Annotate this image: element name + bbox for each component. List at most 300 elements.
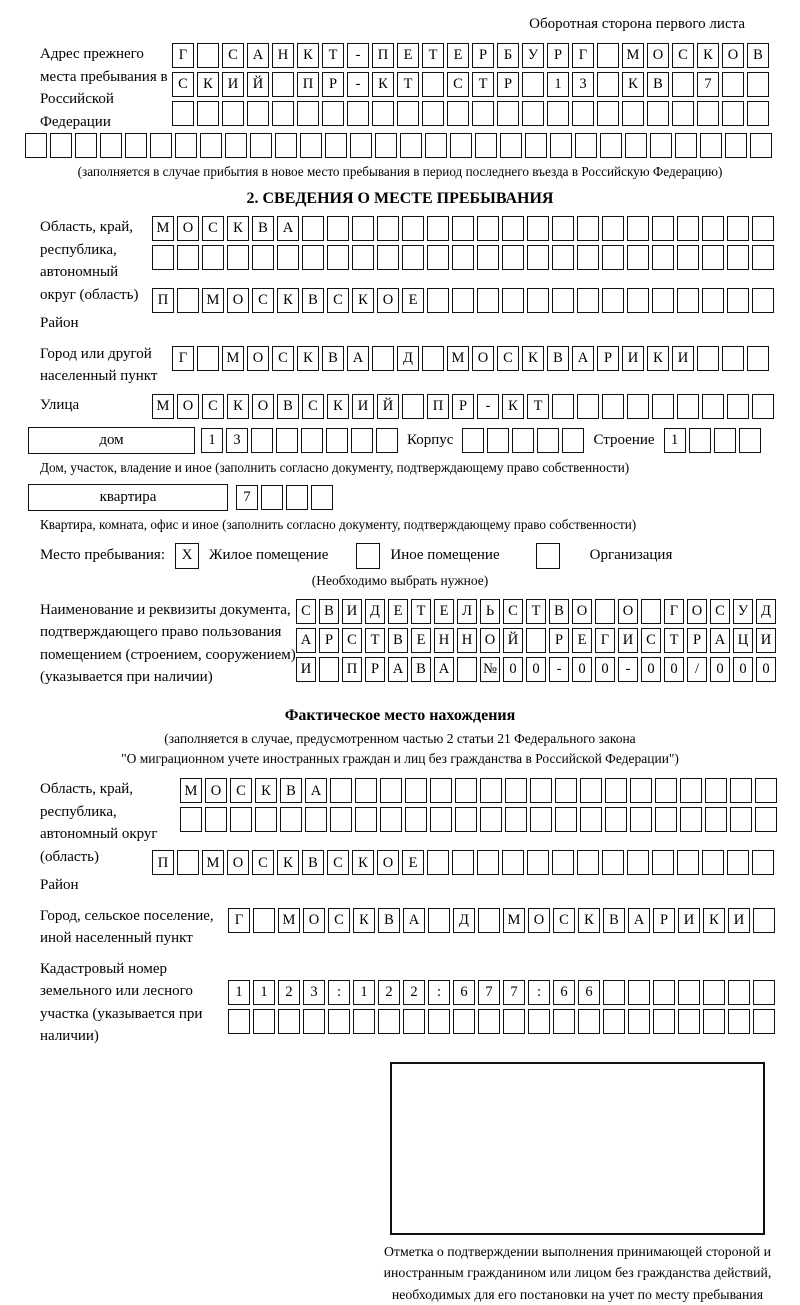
grid-cell[interactable]: А [296,628,316,653]
grid-cell[interactable] [175,133,197,158]
grid-cell[interactable]: 0 [526,657,546,682]
grid-cell[interactable]: А [305,778,327,803]
grid-cell[interactable] [677,288,699,313]
grid-cell[interactable]: 0 [710,657,730,682]
grid-cell[interactable]: Л [457,599,477,624]
grid-cell[interactable]: С [252,850,274,875]
grid-cell[interactable]: Т [365,628,385,653]
grid-cell[interactable] [502,288,524,313]
grid-cell[interactable] [500,133,522,158]
grid-cell[interactable] [702,288,724,313]
grid-cell[interactable]: М [152,216,174,241]
grid-cell[interactable]: Р [597,346,619,371]
grid-cell[interactable]: К [297,346,319,371]
grid-cell[interactable]: М [180,778,202,803]
grid-cell[interactable] [152,245,174,270]
grid-cell[interactable] [677,216,699,241]
grid-cell[interactable]: В [302,288,324,313]
grid-cell[interactable] [247,101,269,126]
grid-cell[interactable]: К [522,346,544,371]
grid-cell[interactable]: М [152,394,174,419]
grid-cell[interactable] [286,485,308,510]
grid-cell[interactable]: И [222,72,244,97]
grid-cell[interactable]: К [277,288,299,313]
grid-cell[interactable] [428,908,450,933]
grid-cell[interactable]: К [697,43,719,68]
grid-cell[interactable] [675,133,697,158]
grid-cell[interactable]: О [572,599,592,624]
grid-cell[interactable]: Г [172,43,194,68]
grid-cell[interactable] [577,245,599,270]
grid-cell[interactable]: В [603,908,625,933]
grid-cell[interactable]: Е [572,628,592,653]
grid-cell[interactable]: Д [756,599,776,624]
grid-cell[interactable]: № [480,657,500,682]
grid-cell[interactable]: К [578,908,600,933]
grid-cell[interactable]: С [252,288,274,313]
grid-cell[interactable] [722,101,744,126]
grid-cell[interactable]: С [497,346,519,371]
grid-cell[interactable] [703,1009,725,1034]
grid-cell[interactable] [600,133,622,158]
grid-cell[interactable] [427,288,449,313]
grid-cell[interactable]: 2 [378,980,400,1005]
grid-cell[interactable] [553,1009,575,1034]
grid-cell[interactable]: К [352,288,374,313]
grid-cell[interactable] [537,428,559,453]
grid-cell[interactable] [747,346,769,371]
grid-cell[interactable] [430,778,452,803]
grid-cell[interactable] [727,288,749,313]
grid-cell[interactable]: М [447,346,469,371]
grid-cell[interactable]: О [528,908,550,933]
grid-cell[interactable]: 1 [228,980,250,1005]
grid-cell[interactable]: С [672,43,694,68]
grid-cell[interactable]: С [230,778,252,803]
grid-cell[interactable] [397,101,419,126]
grid-cell[interactable]: О [303,908,325,933]
grid-cell[interactable]: П [152,288,174,313]
grid-cell[interactable]: 1 [664,428,686,453]
grid-cell[interactable] [330,807,352,832]
grid-cell[interactable]: К [647,346,669,371]
grid-cell[interactable] [627,850,649,875]
grid-cell[interactable] [647,101,669,126]
grid-cell[interactable] [705,807,727,832]
grid-cell[interactable] [602,850,624,875]
grid-cell[interactable] [380,807,402,832]
grid-cell[interactable]: С [327,288,349,313]
grid-cell[interactable] [422,346,444,371]
grid-cell[interactable] [677,850,699,875]
grid-cell[interactable] [755,807,777,832]
grid-cell[interactable]: И [618,628,638,653]
grid-cell[interactable]: К [353,908,375,933]
grid-cell[interactable] [378,1009,400,1034]
grid-cell[interactable] [427,850,449,875]
grid-cell[interactable]: К [502,394,524,419]
grid-cell[interactable] [641,599,661,624]
grid-cell[interactable]: С [447,72,469,97]
grid-cell[interactable] [427,216,449,241]
grid-cell[interactable] [200,133,222,158]
grid-cell[interactable] [75,133,97,158]
grid-cell[interactable] [605,778,627,803]
grid-cell[interactable]: А [277,216,299,241]
grid-cell[interactable]: О [247,346,269,371]
grid-cell[interactable]: О [687,599,707,624]
grid-cell[interactable] [302,216,324,241]
grid-cell[interactable] [653,1009,675,1034]
grid-cell[interactable]: Е [397,43,419,68]
grid-cell[interactable] [277,245,299,270]
grid-cell[interactable] [530,807,552,832]
grid-cell[interactable] [752,288,774,313]
grid-cell[interactable]: П [342,657,362,682]
grid-cell[interactable]: И [352,394,374,419]
grid-cell[interactable]: К [372,72,394,97]
grid-cell[interactable] [477,850,499,875]
grid-cell[interactable] [678,1009,700,1034]
grid-cell[interactable] [253,908,275,933]
grid-cell[interactable] [552,216,574,241]
grid-cell[interactable]: В [280,778,302,803]
grid-cell[interactable]: Е [411,628,431,653]
grid-cell[interactable]: С [202,216,224,241]
grid-cell[interactable]: А [572,346,594,371]
grid-cell[interactable]: Й [503,628,523,653]
grid-cell[interactable]: Т [411,599,431,624]
grid-cell[interactable] [552,288,574,313]
grid-cell[interactable] [376,428,398,453]
grid-cell[interactable]: 0 [733,657,753,682]
grid-cell[interactable]: О [472,346,494,371]
grid-cell[interactable]: О [647,43,669,68]
grid-cell[interactable] [728,980,750,1005]
grid-cell[interactable] [527,288,549,313]
grid-cell[interactable] [680,807,702,832]
grid-cell[interactable] [577,288,599,313]
grid-cell[interactable] [512,428,534,453]
grid-cell[interactable] [422,101,444,126]
grid-cell[interactable] [522,72,544,97]
grid-cell[interactable]: Р [687,628,707,653]
grid-cell[interactable] [552,394,574,419]
grid-cell[interactable]: Т [322,43,344,68]
grid-cell[interactable] [522,101,544,126]
grid-cell[interactable] [628,1009,650,1034]
grid-cell[interactable]: 7 [236,485,258,510]
grid-cell[interactable] [627,394,649,419]
grid-cell[interactable] [700,133,722,158]
grid-cell[interactable]: О [252,394,274,419]
grid-cell[interactable] [402,216,424,241]
grid-cell[interactable] [180,807,202,832]
grid-cell[interactable] [703,980,725,1005]
grid-cell[interactable] [197,346,219,371]
grid-cell[interactable] [251,428,273,453]
grid-cell[interactable] [753,980,775,1005]
grid-cell[interactable] [653,980,675,1005]
grid-cell[interactable]: С [342,628,362,653]
grid-cell[interactable]: О [480,628,500,653]
grid-cell[interactable] [753,1009,775,1034]
grid-cell[interactable] [625,133,647,158]
grid-cell[interactable] [702,850,724,875]
grid-cell[interactable] [50,133,72,158]
grid-cell[interactable]: 6 [553,980,575,1005]
grid-cell[interactable] [405,778,427,803]
grid-cell[interactable] [278,1009,300,1034]
grid-cell[interactable]: В [647,72,669,97]
grid-cell[interactable]: Т [526,599,546,624]
grid-cell[interactable] [603,1009,625,1034]
grid-cell[interactable] [205,807,227,832]
grid-cell[interactable]: А [388,657,408,682]
grid-cell[interactable]: Ь [480,599,500,624]
grid-cell[interactable] [326,428,348,453]
grid-cell[interactable] [627,216,649,241]
grid-cell[interactable]: М [202,288,224,313]
grid-cell[interactable]: Д [397,346,419,371]
grid-cell[interactable] [630,778,652,803]
grid-cell[interactable]: С [327,850,349,875]
grid-cell[interactable] [562,428,584,453]
grid-cell[interactable] [502,850,524,875]
grid-cell[interactable] [680,778,702,803]
grid-cell[interactable] [422,72,444,97]
grid-cell[interactable]: 2 [403,980,425,1005]
grid-cell[interactable]: 7 [478,980,500,1005]
grid-cell[interactable]: - [549,657,569,682]
grid-cell[interactable]: Н [457,628,477,653]
grid-cell[interactable]: В [378,908,400,933]
grid-cell[interactable] [202,245,224,270]
grid-cell[interactable] [702,245,724,270]
grid-cell[interactable]: Т [422,43,444,68]
grid-cell[interactable] [672,101,694,126]
grid-cell[interactable]: 6 [578,980,600,1005]
grid-cell[interactable]: П [297,72,319,97]
grid-cell[interactable]: М [503,908,525,933]
grid-cell[interactable]: В [277,394,299,419]
grid-cell[interactable] [728,1009,750,1034]
grid-cell[interactable] [380,778,402,803]
grid-cell[interactable] [705,778,727,803]
grid-cell[interactable] [427,245,449,270]
grid-cell[interactable]: Р [319,628,339,653]
grid-cell[interactable] [722,346,744,371]
grid-cell[interactable] [630,807,652,832]
grid-cell[interactable] [225,133,247,158]
grid-cell[interactable]: К [297,43,319,68]
grid-cell[interactable] [462,428,484,453]
grid-cell[interactable]: В [747,43,769,68]
grid-cell[interactable] [577,394,599,419]
grid-cell[interactable]: М [622,43,644,68]
grid-cell[interactable] [487,428,509,453]
grid-cell[interactable]: К [227,216,249,241]
grid-cell[interactable] [628,980,650,1005]
grid-cell[interactable]: Г [595,628,615,653]
grid-cell[interactable] [452,245,474,270]
grid-cell[interactable] [580,778,602,803]
grid-cell[interactable] [655,778,677,803]
grid-cell[interactable] [222,101,244,126]
grid-cell[interactable]: Р [547,43,569,68]
grid-cell[interactable] [727,245,749,270]
grid-cell[interactable]: Р [497,72,519,97]
grid-cell[interactable]: 0 [572,657,592,682]
grid-cell[interactable]: А [434,657,454,682]
grid-cell[interactable] [572,101,594,126]
grid-cell[interactable]: 6 [453,980,475,1005]
grid-cell[interactable] [478,908,500,933]
grid-cell[interactable]: А [347,346,369,371]
grid-cell[interactable]: О [205,778,227,803]
grid-cell[interactable] [552,850,574,875]
grid-cell[interactable] [302,245,324,270]
grid-cell[interactable] [689,428,711,453]
grid-cell[interactable]: М [222,346,244,371]
grid-cell[interactable] [297,101,319,126]
grid-cell[interactable] [725,133,747,158]
grid-cell[interactable] [250,133,272,158]
grid-cell[interactable] [525,133,547,158]
grid-cell[interactable] [475,133,497,158]
grid-cell[interactable] [280,807,302,832]
grid-cell[interactable]: М [278,908,300,933]
grid-cell[interactable] [447,101,469,126]
grid-cell[interactable]: А [403,908,425,933]
grid-cell[interactable] [328,1009,350,1034]
grid-cell[interactable] [228,1009,250,1034]
grid-cell[interactable] [602,245,624,270]
grid-cell[interactable] [752,850,774,875]
grid-cell[interactable] [452,216,474,241]
grid-cell[interactable] [227,245,249,270]
grid-cell[interactable] [672,72,694,97]
grid-cell[interactable] [575,133,597,158]
grid-cell[interactable] [505,807,527,832]
grid-cell[interactable]: 0 [595,657,615,682]
grid-cell[interactable] [480,778,502,803]
grid-cell[interactable]: Е [447,43,469,68]
grid-cell[interactable] [300,133,322,158]
grid-cell[interactable] [730,778,752,803]
grid-cell[interactable] [177,288,199,313]
grid-cell[interactable] [472,101,494,126]
grid-cell[interactable]: : [428,980,450,1005]
grid-cell[interactable] [325,133,347,158]
grid-cell[interactable]: В [547,346,569,371]
grid-cell[interactable] [502,245,524,270]
grid-cell[interactable]: К [327,394,349,419]
grid-cell[interactable]: П [427,394,449,419]
grid-cell[interactable]: Р [549,628,569,653]
stay-type-checkbox-residential[interactable]: X [175,543,199,569]
grid-cell[interactable]: Т [527,394,549,419]
grid-cell[interactable] [650,133,672,158]
grid-cell[interactable] [547,101,569,126]
grid-cell[interactable]: Р [452,394,474,419]
grid-cell[interactable] [352,245,374,270]
grid-cell[interactable]: В [411,657,431,682]
grid-cell[interactable] [747,72,769,97]
grid-cell[interactable]: Т [397,72,419,97]
grid-cell[interactable]: Р [322,72,344,97]
grid-cell[interactable] [730,807,752,832]
grid-cell[interactable] [602,288,624,313]
grid-cell[interactable]: 0 [664,657,684,682]
grid-cell[interactable] [530,778,552,803]
grid-cell[interactable]: Г [664,599,684,624]
grid-cell[interactable] [552,245,574,270]
grid-cell[interactable] [652,245,674,270]
grid-cell[interactable] [578,1009,600,1034]
grid-cell[interactable]: Д [453,908,475,933]
grid-cell[interactable] [755,778,777,803]
grid-cell[interactable] [727,216,749,241]
grid-cell[interactable] [375,133,397,158]
grid-cell[interactable] [25,133,47,158]
grid-cell[interactable]: О [377,288,399,313]
grid-cell[interactable]: Г [228,908,250,933]
grid-cell[interactable]: Р [472,43,494,68]
grid-cell[interactable] [602,216,624,241]
grid-cell[interactable]: К [277,850,299,875]
grid-cell[interactable] [505,778,527,803]
grid-cell[interactable]: С [172,72,194,97]
grid-cell[interactable] [597,72,619,97]
grid-cell[interactable]: О [377,850,399,875]
grid-cell[interactable] [252,245,274,270]
grid-cell[interactable] [276,428,298,453]
grid-cell[interactable]: 3 [303,980,325,1005]
grid-cell[interactable]: А [247,43,269,68]
grid-cell[interactable] [355,778,377,803]
grid-cell[interactable] [652,288,674,313]
grid-cell[interactable]: Д [365,599,385,624]
grid-cell[interactable]: Ц [733,628,753,653]
grid-cell[interactable] [405,807,427,832]
grid-cell[interactable] [752,245,774,270]
grid-cell[interactable]: 1 [547,72,569,97]
grid-cell[interactable] [272,72,294,97]
grid-cell[interactable]: П [152,850,174,875]
stay-type-checkbox-organization[interactable] [536,543,560,569]
grid-cell[interactable]: И [342,599,362,624]
grid-cell[interactable]: 7 [697,72,719,97]
grid-cell[interactable] [527,216,549,241]
grid-cell[interactable] [702,216,724,241]
grid-cell[interactable] [477,216,499,241]
grid-cell[interactable]: С [302,394,324,419]
grid-cell[interactable]: Т [664,628,684,653]
grid-cell[interactable]: С [641,628,661,653]
grid-cell[interactable]: : [528,980,550,1005]
grid-cell[interactable] [627,245,649,270]
grid-cell[interactable]: 0 [756,657,776,682]
grid-cell[interactable] [697,101,719,126]
grid-cell[interactable]: С [222,43,244,68]
grid-cell[interactable]: Н [272,43,294,68]
grid-cell[interactable]: Е [388,599,408,624]
grid-cell[interactable] [100,133,122,158]
grid-cell[interactable] [197,101,219,126]
grid-cell[interactable] [327,216,349,241]
house-type-box[interactable]: дом [28,427,195,454]
